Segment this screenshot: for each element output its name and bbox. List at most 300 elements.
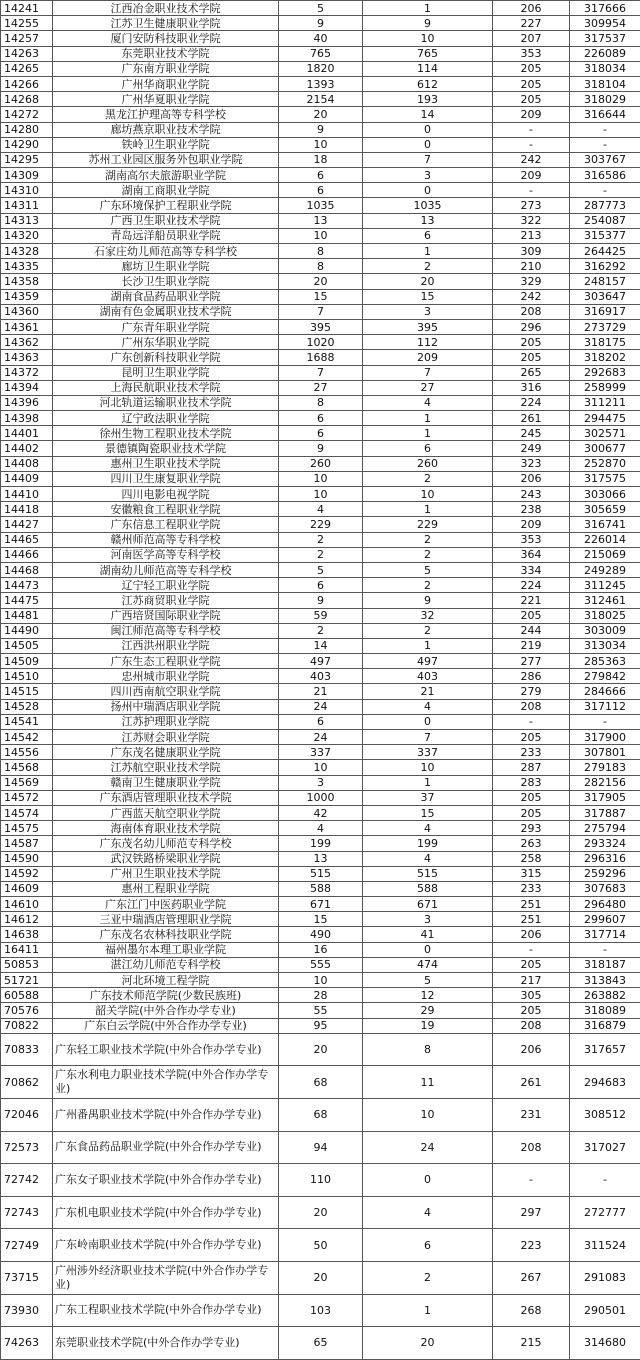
table-row bbox=[1, 289, 640, 304]
min-score-cell: 208 bbox=[493, 699, 570, 714]
school-code-cell: 14505 bbox=[1, 638, 53, 653]
table-row bbox=[1, 335, 640, 350]
admitted-count-cell: 403 bbox=[363, 669, 493, 684]
admitted-count-cell: 0 bbox=[363, 714, 493, 729]
min-rank-cell: 293324 bbox=[570, 836, 640, 851]
school-name-cell: 广东机电职业技术学院(中外合作办学专业) bbox=[53, 1196, 279, 1229]
min-rank-cell: 303009 bbox=[570, 623, 640, 638]
school-name-cell: 四川电影电视学院 bbox=[53, 487, 279, 502]
admitted-count-cell: 20 bbox=[363, 274, 493, 289]
min-score-cell: - bbox=[493, 714, 570, 729]
min-rank-cell: 303647 bbox=[570, 289, 640, 304]
min-rank-cell: 290501 bbox=[570, 1294, 640, 1327]
admitted-count-cell: 4 bbox=[363, 1196, 493, 1229]
admitted-count-cell: 1 bbox=[363, 502, 493, 517]
min-score-cell: 206 bbox=[493, 927, 570, 942]
min-rank-cell: 316644 bbox=[570, 107, 640, 122]
admitted-count-cell: 0 bbox=[363, 122, 493, 137]
min-score-cell: 309 bbox=[493, 244, 570, 259]
plan-count-cell: 337 bbox=[279, 745, 363, 760]
min-rank-cell: 317666 bbox=[570, 1, 640, 16]
admitted-count-cell: 612 bbox=[363, 76, 493, 91]
school-name-cell: 湛江幼儿师范专科学校 bbox=[53, 957, 279, 972]
school-code-cell: 14394 bbox=[1, 380, 53, 395]
plan-count-cell: 24 bbox=[279, 730, 363, 745]
table-row bbox=[1, 593, 640, 608]
admitted-count-cell: 9 bbox=[363, 593, 493, 608]
table-row bbox=[1, 319, 640, 334]
school-code-cell: 14401 bbox=[1, 426, 53, 441]
admitted-count-cell: 112 bbox=[363, 335, 493, 350]
school-code-cell: 14481 bbox=[1, 608, 53, 623]
school-name-cell: 广东酒店管理职业技术学院 bbox=[53, 790, 279, 805]
admitted-count-cell: 15 bbox=[363, 289, 493, 304]
table-row bbox=[1, 638, 640, 653]
min-score-cell: 242 bbox=[493, 152, 570, 167]
admitted-count-cell: 13 bbox=[363, 213, 493, 228]
school-code-cell: 14556 bbox=[1, 745, 53, 760]
school-code-cell: 74263 bbox=[1, 1327, 53, 1360]
school-name-cell: 广东茂名农林科技职业学院 bbox=[53, 927, 279, 942]
table-row bbox=[1, 775, 640, 790]
plan-count-cell: 229 bbox=[279, 517, 363, 532]
table-row bbox=[1, 517, 640, 532]
school-code-cell: 14575 bbox=[1, 821, 53, 836]
admitted-count-cell: 29 bbox=[363, 1003, 493, 1018]
min-score-cell: 221 bbox=[493, 593, 570, 608]
school-name-cell: 景德镇陶瓷职业技术学院 bbox=[53, 441, 279, 456]
min-score-cell: 323 bbox=[493, 456, 570, 471]
min-rank-cell: 311211 bbox=[570, 395, 640, 410]
min-score-cell: 205 bbox=[493, 805, 570, 820]
min-rank-cell: 316292 bbox=[570, 259, 640, 274]
plan-count-cell: 8 bbox=[279, 259, 363, 274]
min-rank-cell: - bbox=[570, 714, 640, 729]
admitted-count-cell: 765 bbox=[363, 46, 493, 61]
min-rank-cell: 316741 bbox=[570, 517, 640, 532]
min-rank-cell: 317900 bbox=[570, 730, 640, 745]
plan-count-cell: 6 bbox=[279, 578, 363, 593]
table-row bbox=[1, 441, 640, 456]
plan-count-cell: 8 bbox=[279, 244, 363, 259]
plan-count-cell: 555 bbox=[279, 957, 363, 972]
min-score-cell: 205 bbox=[493, 61, 570, 76]
min-rank-cell: 296316 bbox=[570, 851, 640, 866]
min-rank-cell: - bbox=[570, 942, 640, 957]
min-score-cell: 205 bbox=[493, 730, 570, 745]
table-row bbox=[1, 380, 640, 395]
school-code-cell: 14612 bbox=[1, 912, 53, 927]
school-name-cell: 广西蓝天航空职业学院 bbox=[53, 805, 279, 820]
school-code-cell: 14410 bbox=[1, 487, 53, 502]
admitted-count-cell: 0 bbox=[363, 137, 493, 152]
min-score-cell: 334 bbox=[493, 562, 570, 577]
table-row bbox=[1, 152, 640, 167]
min-score-cell: 268 bbox=[493, 1294, 570, 1327]
plan-count-cell: 27 bbox=[279, 380, 363, 395]
min-score-cell: 263 bbox=[493, 836, 570, 851]
min-score-cell: 238 bbox=[493, 502, 570, 517]
school-code-cell: 14510 bbox=[1, 669, 53, 684]
plan-count-cell: 9 bbox=[279, 441, 363, 456]
table-row bbox=[1, 699, 640, 714]
table-row bbox=[1, 92, 640, 107]
min-score-cell: 244 bbox=[493, 623, 570, 638]
school-name-cell: 广东轻工职业技术学院(中外合作办学专业) bbox=[53, 1033, 279, 1066]
table-row bbox=[1, 881, 640, 896]
plan-count-cell: 7 bbox=[279, 365, 363, 380]
min-rank-cell: 252870 bbox=[570, 456, 640, 471]
admitted-count-cell: 474 bbox=[363, 957, 493, 972]
min-rank-cell: 311524 bbox=[570, 1229, 640, 1262]
admitted-count-cell: 1 bbox=[363, 775, 493, 790]
min-score-cell: 353 bbox=[493, 532, 570, 547]
min-score-cell: 209 bbox=[493, 517, 570, 532]
min-rank-cell: 259296 bbox=[570, 866, 640, 881]
school-code-cell: 70576 bbox=[1, 1003, 53, 1018]
admitted-count-cell: 1 bbox=[363, 638, 493, 653]
school-name-cell: 辽宁轻工职业学院 bbox=[53, 578, 279, 593]
min-rank-cell: 302571 bbox=[570, 426, 640, 441]
min-score-cell: 316 bbox=[493, 380, 570, 395]
min-rank-cell: 311245 bbox=[570, 578, 640, 593]
table-row bbox=[1, 1196, 640, 1229]
min-score-cell: 223 bbox=[493, 1229, 570, 1262]
table-row bbox=[1, 836, 640, 851]
table-row bbox=[1, 669, 640, 684]
plan-count-cell: 20 bbox=[279, 1033, 363, 1066]
school-name-cell: 江苏商贸职业学院 bbox=[53, 593, 279, 608]
plan-count-cell: 588 bbox=[279, 881, 363, 896]
table-row bbox=[1, 365, 640, 380]
plan-count-cell: 4 bbox=[279, 502, 363, 517]
table-row bbox=[1, 821, 640, 836]
admitted-count-cell: 7 bbox=[363, 730, 493, 745]
min-score-cell: 224 bbox=[493, 578, 570, 593]
school-name-cell: 广西卫生职业技术学院 bbox=[53, 213, 279, 228]
table-row bbox=[1, 1066, 640, 1099]
admitted-count-cell: 1035 bbox=[363, 198, 493, 213]
school-name-cell: 韶关学院(中外合作办学专业) bbox=[53, 1003, 279, 1018]
plan-count-cell: 3 bbox=[279, 775, 363, 790]
table-row bbox=[1, 244, 640, 259]
min-rank-cell: 318029 bbox=[570, 92, 640, 107]
school-code-cell: 14290 bbox=[1, 137, 53, 152]
school-name-cell: 昆明卫生职业学院 bbox=[53, 365, 279, 380]
plan-count-cell: 14 bbox=[279, 638, 363, 653]
admitted-count-cell: 199 bbox=[363, 836, 493, 851]
plan-count-cell: 18 bbox=[279, 152, 363, 167]
min-score-cell: 296 bbox=[493, 319, 570, 334]
min-rank-cell: 215069 bbox=[570, 547, 640, 562]
min-score-cell: 329 bbox=[493, 274, 570, 289]
school-code-cell: 14568 bbox=[1, 760, 53, 775]
plan-count-cell: 6 bbox=[279, 426, 363, 441]
admitted-count-cell: 0 bbox=[363, 1164, 493, 1197]
school-name-cell: 石家庄幼儿师范高等专科学校 bbox=[53, 244, 279, 259]
plan-count-cell: 59 bbox=[279, 608, 363, 623]
plan-count-cell: 395 bbox=[279, 319, 363, 334]
school-name-cell: 广东技术师范学院(少数民族班) bbox=[53, 988, 279, 1003]
min-rank-cell: 282156 bbox=[570, 775, 640, 790]
table-row bbox=[1, 456, 640, 471]
admitted-count-cell: 6 bbox=[363, 228, 493, 243]
admitted-count-cell: 3 bbox=[363, 168, 493, 183]
school-name-cell: 惠州工程职业学院 bbox=[53, 881, 279, 896]
min-score-cell: 315 bbox=[493, 866, 570, 881]
plan-count-cell: 10 bbox=[279, 487, 363, 502]
min-rank-cell: - bbox=[570, 137, 640, 152]
table-row bbox=[1, 1098, 640, 1131]
min-rank-cell: 309954 bbox=[570, 16, 640, 31]
school-name-cell: 黑龙江护理高等专科学校 bbox=[53, 107, 279, 122]
school-name-cell: 赣州师范高等专科学校 bbox=[53, 532, 279, 547]
plan-count-cell: 2154 bbox=[279, 92, 363, 107]
school-code-cell: 14638 bbox=[1, 927, 53, 942]
school-code-cell: 14590 bbox=[1, 851, 53, 866]
admitted-count-cell: 10 bbox=[363, 760, 493, 775]
plan-count-cell: 13 bbox=[279, 213, 363, 228]
table-row bbox=[1, 623, 640, 638]
school-name-cell: 广东生态工程职业学院 bbox=[53, 654, 279, 669]
table-row bbox=[1, 608, 640, 623]
min-rank-cell: - bbox=[570, 122, 640, 137]
school-name-cell: 苏州工业园区服务外包职业学院 bbox=[53, 152, 279, 167]
school-name-cell: 厦门安防科技职业学院 bbox=[53, 31, 279, 46]
school-code-cell: 72749 bbox=[1, 1229, 53, 1262]
min-score-cell: 287 bbox=[493, 760, 570, 775]
min-score-cell: 293 bbox=[493, 821, 570, 836]
table-row bbox=[1, 502, 640, 517]
min-rank-cell: 318175 bbox=[570, 335, 640, 350]
min-rank-cell: 318025 bbox=[570, 608, 640, 623]
min-score-cell: 286 bbox=[493, 669, 570, 684]
school-name-cell: 广州东华职业学院 bbox=[53, 335, 279, 350]
min-rank-cell: 312461 bbox=[570, 593, 640, 608]
school-name-cell: 江苏护理职业学院 bbox=[53, 714, 279, 729]
plan-count-cell: 1688 bbox=[279, 350, 363, 365]
plan-count-cell: 20 bbox=[279, 107, 363, 122]
school-code-cell: 14272 bbox=[1, 107, 53, 122]
plan-count-cell: 2 bbox=[279, 532, 363, 547]
school-name-cell: 上海民航职业技术学院 bbox=[53, 380, 279, 395]
school-name-cell: 湖南高尔夫旅游职业学院 bbox=[53, 168, 279, 183]
table-row bbox=[1, 487, 640, 502]
school-code-cell: 14358 bbox=[1, 274, 53, 289]
school-code-cell: 14409 bbox=[1, 471, 53, 486]
min-rank-cell: 303767 bbox=[570, 152, 640, 167]
table-row bbox=[1, 228, 640, 243]
plan-count-cell: 10 bbox=[279, 228, 363, 243]
plan-count-cell: 68 bbox=[279, 1066, 363, 1099]
min-rank-cell: 317112 bbox=[570, 699, 640, 714]
plan-count-cell: 9 bbox=[279, 593, 363, 608]
min-score-cell: 258 bbox=[493, 851, 570, 866]
plan-count-cell: 6 bbox=[279, 411, 363, 426]
school-code-cell: 14574 bbox=[1, 805, 53, 820]
table-row bbox=[1, 988, 640, 1003]
school-code-cell: 14402 bbox=[1, 441, 53, 456]
school-code-cell: 14263 bbox=[1, 46, 53, 61]
school-code-cell: 14363 bbox=[1, 350, 53, 365]
admitted-count-cell: 20 bbox=[363, 1327, 493, 1360]
admitted-count-cell: 2 bbox=[363, 259, 493, 274]
table-row bbox=[1, 350, 640, 365]
table-row bbox=[1, 897, 640, 912]
admitted-count-cell: 2 bbox=[363, 471, 493, 486]
school-name-cell: 闽江师范高等专科学校 bbox=[53, 623, 279, 638]
school-name-cell: 海南体育职业技术学院 bbox=[53, 821, 279, 836]
min-score-cell: 219 bbox=[493, 638, 570, 653]
school-name-cell: 广东水利电力职业技术学院(中外合作办学专业) bbox=[53, 1066, 279, 1099]
admitted-count-cell: 497 bbox=[363, 654, 493, 669]
school-code-cell: 72743 bbox=[1, 1196, 53, 1229]
school-code-cell: 72046 bbox=[1, 1098, 53, 1131]
min-score-cell: 205 bbox=[493, 335, 570, 350]
admitted-count-cell: 337 bbox=[363, 745, 493, 760]
admitted-count-cell: 12 bbox=[363, 988, 493, 1003]
plan-count-cell: 103 bbox=[279, 1294, 363, 1327]
table-row bbox=[1, 745, 640, 760]
min-score-cell: 206 bbox=[493, 1033, 570, 1066]
school-name-cell: 忠州城市职业学院 bbox=[53, 669, 279, 684]
school-code-cell: 14360 bbox=[1, 304, 53, 319]
school-name-cell: 广东女子职业技术学院(中外合作办学专业) bbox=[53, 1164, 279, 1197]
min-score-cell: 206 bbox=[493, 471, 570, 486]
school-name-cell: 广东茂名健康职业学院 bbox=[53, 745, 279, 760]
table-row bbox=[1, 274, 640, 289]
plan-count-cell: 10 bbox=[279, 973, 363, 988]
plan-count-cell: 5 bbox=[279, 1, 363, 16]
admitted-count-cell: 0 bbox=[363, 183, 493, 198]
plan-count-cell: 4 bbox=[279, 821, 363, 836]
school-code-cell: 14610 bbox=[1, 897, 53, 912]
school-name-cell: 广东岭南职业技术学院(中外合作办学专业) bbox=[53, 1229, 279, 1262]
admitted-count-cell: 5 bbox=[363, 562, 493, 577]
school-code-cell: 14295 bbox=[1, 152, 53, 167]
min-rank-cell: 318104 bbox=[570, 76, 640, 91]
school-code-cell: 14572 bbox=[1, 790, 53, 805]
min-rank-cell: 296480 bbox=[570, 897, 640, 912]
table-row bbox=[1, 1033, 640, 1066]
admitted-count-cell: 588 bbox=[363, 881, 493, 896]
table-row bbox=[1, 805, 640, 820]
min-score-cell: 305 bbox=[493, 988, 570, 1003]
min-score-cell: - bbox=[493, 183, 570, 198]
school-name-cell: 惠州卫生职业技术学院 bbox=[53, 456, 279, 471]
table-row bbox=[1, 137, 640, 152]
table-row bbox=[1, 790, 640, 805]
min-rank-cell: 299607 bbox=[570, 912, 640, 927]
school-name-cell: 徐州生物工程职业技术学院 bbox=[53, 426, 279, 441]
min-rank-cell: 317575 bbox=[570, 471, 640, 486]
plan-count-cell: 40 bbox=[279, 31, 363, 46]
min-rank-cell: 258999 bbox=[570, 380, 640, 395]
school-name-cell: 武汉铁路桥梁职业学院 bbox=[53, 851, 279, 866]
min-score-cell: 243 bbox=[493, 487, 570, 502]
min-rank-cell: 314680 bbox=[570, 1327, 640, 1360]
school-name-cell: 扬州中瑞酒店职业学院 bbox=[53, 699, 279, 714]
table-row bbox=[1, 411, 640, 426]
school-code-cell: 14609 bbox=[1, 881, 53, 896]
table-row bbox=[1, 578, 640, 593]
min-rank-cell: 287773 bbox=[570, 198, 640, 213]
school-code-cell: 14309 bbox=[1, 168, 53, 183]
min-score-cell: 277 bbox=[493, 654, 570, 669]
admitted-count-cell: 7 bbox=[363, 365, 493, 380]
admitted-count-cell: 209 bbox=[363, 350, 493, 365]
school-code-cell: 14528 bbox=[1, 699, 53, 714]
table-row bbox=[1, 547, 640, 562]
school-name-cell: 河北轨道运输职业技术学院 bbox=[53, 395, 279, 410]
table-row bbox=[1, 562, 640, 577]
plan-count-cell: 1000 bbox=[279, 790, 363, 805]
admitted-count-cell: 3 bbox=[363, 912, 493, 927]
plan-count-cell: 20 bbox=[279, 1196, 363, 1229]
school-code-cell: 14335 bbox=[1, 259, 53, 274]
school-code-cell: 14490 bbox=[1, 623, 53, 638]
plan-count-cell: 199 bbox=[279, 836, 363, 851]
admitted-count-cell: 10 bbox=[363, 31, 493, 46]
school-code-cell: 50853 bbox=[1, 957, 53, 972]
school-code-cell: 14396 bbox=[1, 395, 53, 410]
table-row bbox=[1, 198, 640, 213]
plan-count-cell: 1820 bbox=[279, 61, 363, 76]
school-name-cell: 廊坊燕京职业技术学院 bbox=[53, 122, 279, 137]
plan-count-cell: 8 bbox=[279, 395, 363, 410]
school-name-cell: 广东南方职业学院 bbox=[53, 61, 279, 76]
school-code-cell: 14408 bbox=[1, 456, 53, 471]
table-row bbox=[1, 714, 640, 729]
plan-count-cell: 515 bbox=[279, 866, 363, 881]
school-name-cell: 广东环境保护工程职业学院 bbox=[53, 198, 279, 213]
min-score-cell: 206 bbox=[493, 1, 570, 16]
min-score-cell: 233 bbox=[493, 745, 570, 760]
school-code-cell: 14313 bbox=[1, 213, 53, 228]
min-rank-cell: 317714 bbox=[570, 927, 640, 942]
admitted-count-cell: 27 bbox=[363, 380, 493, 395]
school-name-cell: 广东工程职业技术学院(中外合作办学专业) bbox=[53, 1294, 279, 1327]
plan-count-cell: 1393 bbox=[279, 76, 363, 91]
min-score-cell: - bbox=[493, 942, 570, 957]
admitted-count-cell: 193 bbox=[363, 92, 493, 107]
min-rank-cell: 313034 bbox=[570, 638, 640, 653]
table-row bbox=[1, 122, 640, 137]
school-name-cell: 广东食品药品职业学院(中外合作办学专业) bbox=[53, 1131, 279, 1164]
min-rank-cell: 279842 bbox=[570, 669, 640, 684]
min-score-cell: 224 bbox=[493, 395, 570, 410]
min-rank-cell: 254087 bbox=[570, 213, 640, 228]
min-rank-cell: 294683 bbox=[570, 1066, 640, 1099]
min-rank-cell: 279183 bbox=[570, 760, 640, 775]
school-code-cell: 14266 bbox=[1, 76, 53, 91]
min-rank-cell: 226089 bbox=[570, 46, 640, 61]
plan-count-cell: 6 bbox=[279, 168, 363, 183]
min-rank-cell: 249289 bbox=[570, 562, 640, 577]
table-row bbox=[1, 1294, 640, 1327]
school-code-cell: 14311 bbox=[1, 198, 53, 213]
table-row bbox=[1, 1327, 640, 1360]
table-row bbox=[1, 866, 640, 881]
min-score-cell: 233 bbox=[493, 881, 570, 896]
school-name-cell: 赣南卫生健康职业学院 bbox=[53, 775, 279, 790]
min-rank-cell: 285363 bbox=[570, 654, 640, 669]
min-rank-cell: 305659 bbox=[570, 502, 640, 517]
admitted-count-cell: 19 bbox=[363, 1018, 493, 1033]
school-code-cell: 14542 bbox=[1, 730, 53, 745]
school-name-cell: 广州华商职业学院 bbox=[53, 76, 279, 91]
plan-count-cell: 7 bbox=[279, 304, 363, 319]
